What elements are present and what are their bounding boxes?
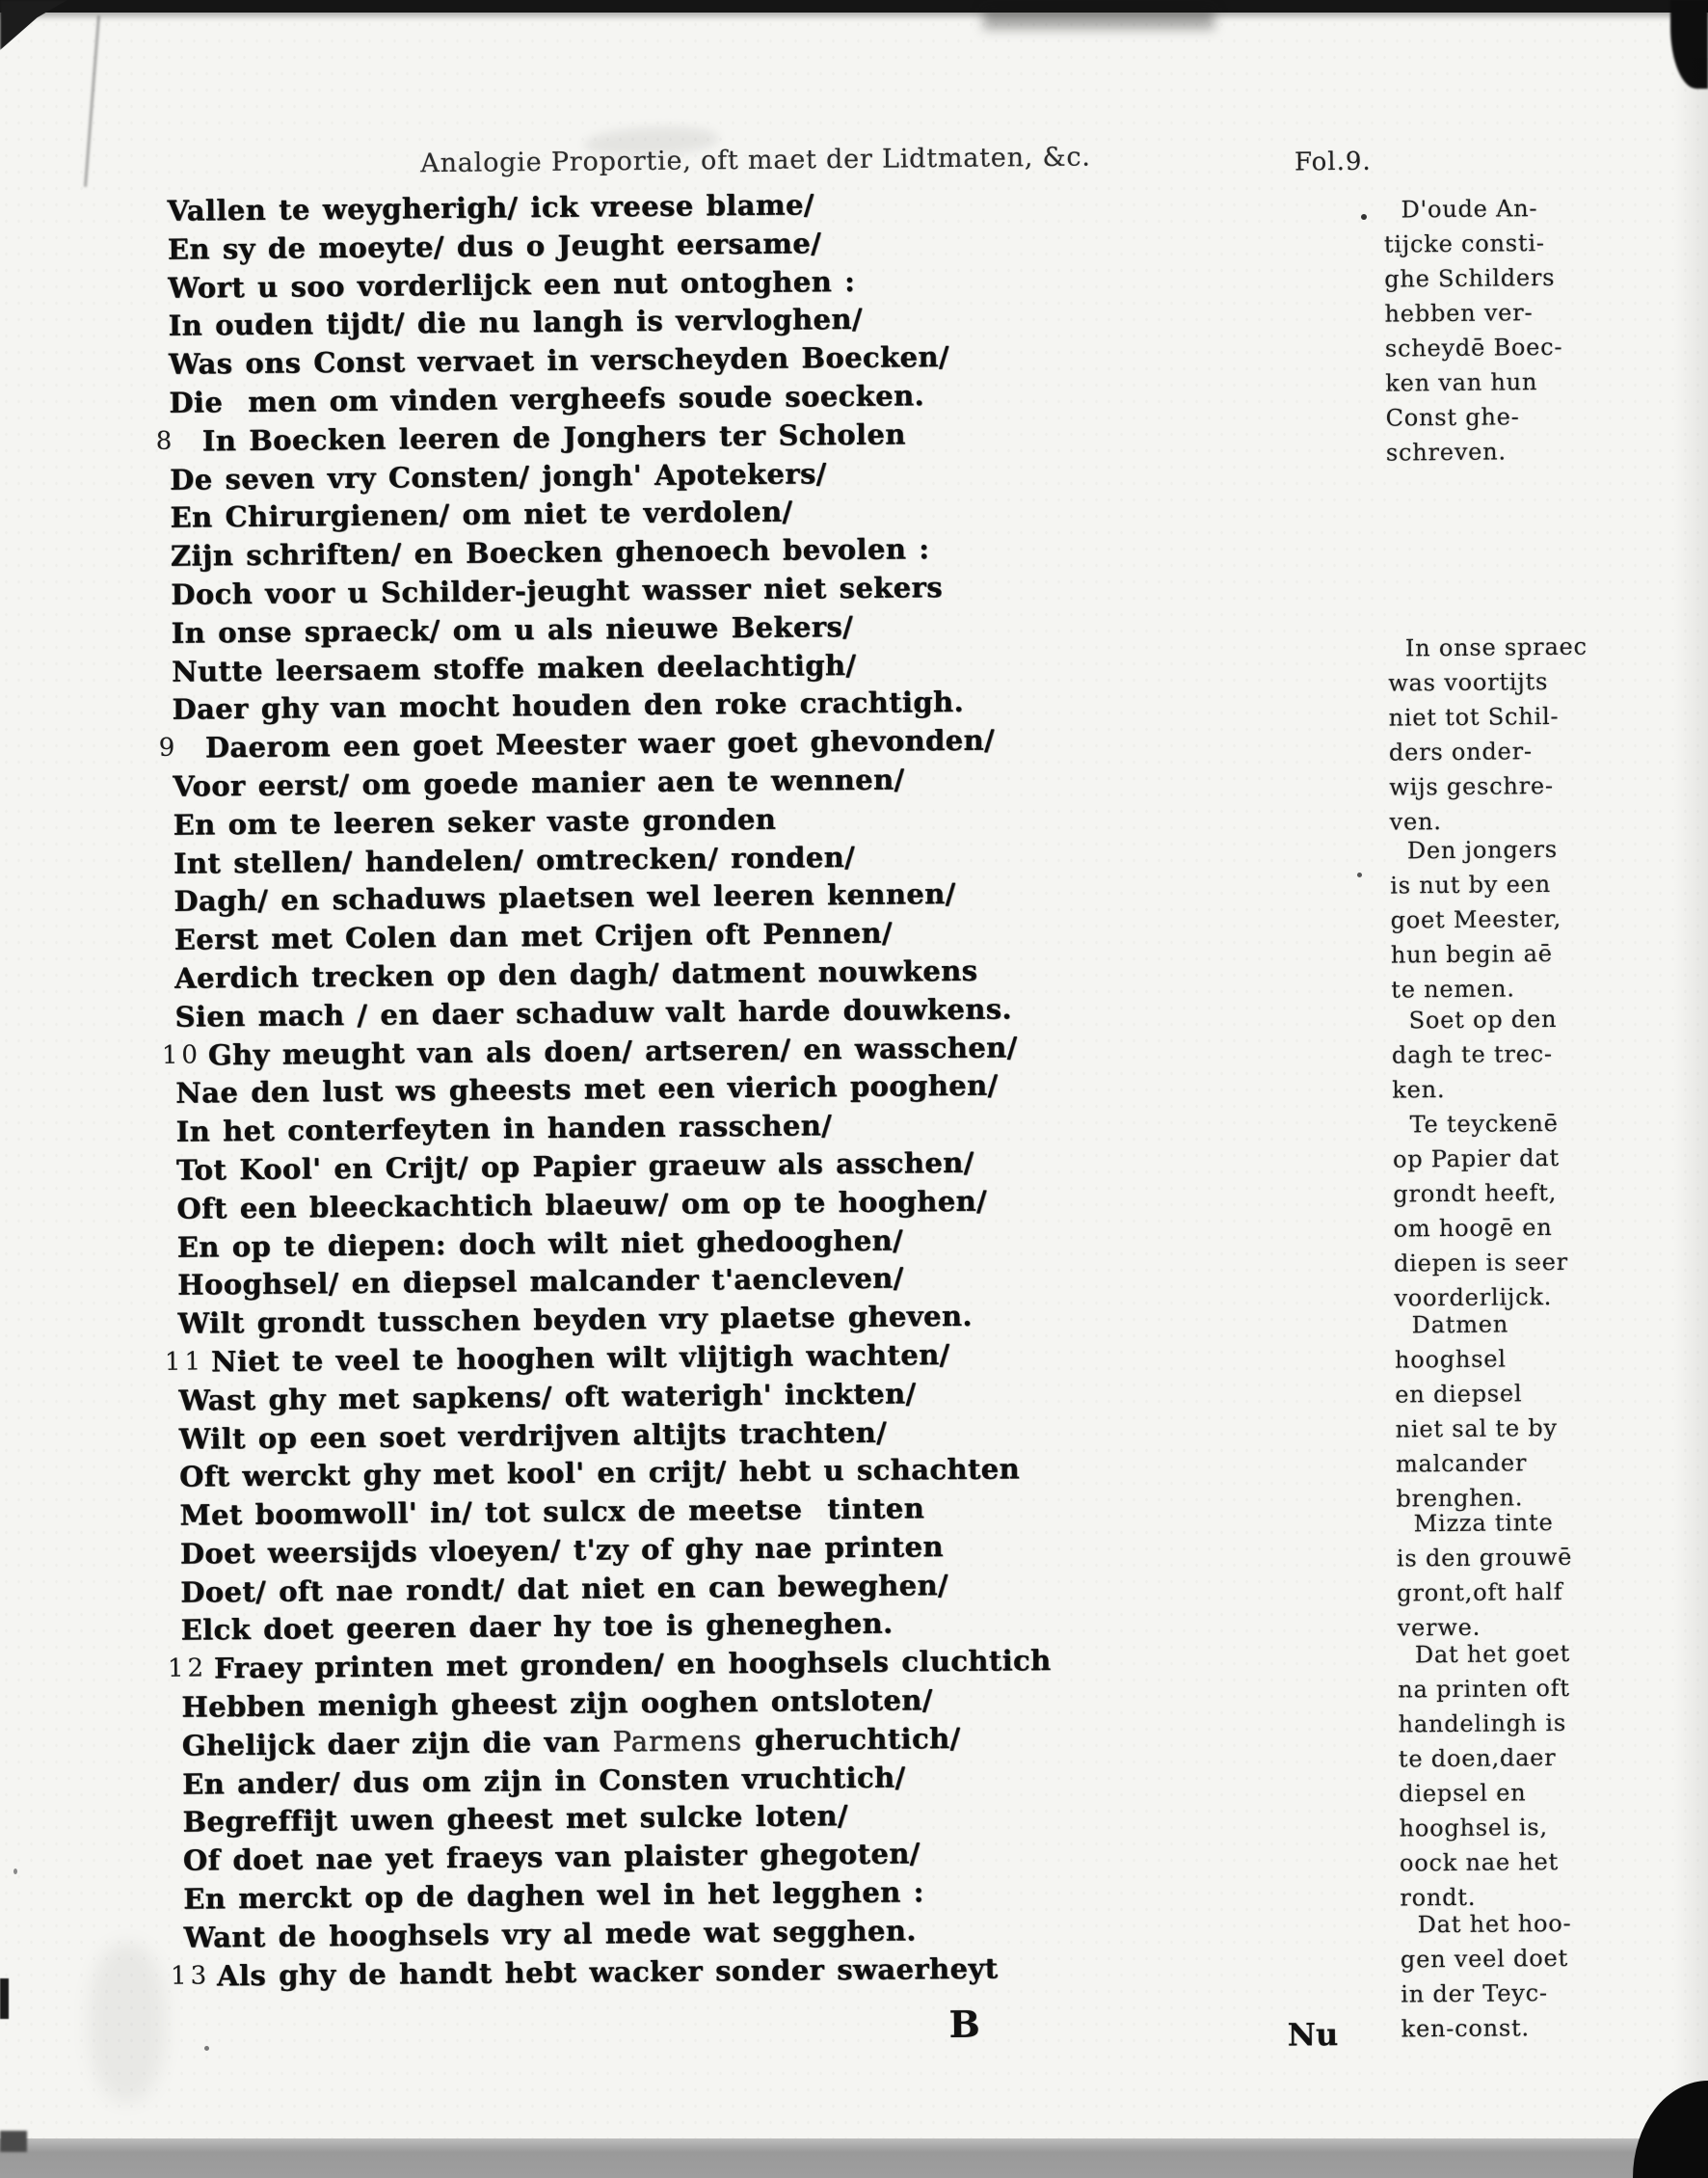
poem-line-text: En op te diepen: doch wilt niet ghedooghen/ — [176, 1223, 904, 1264]
poem-line-text: Daerom een goet Meester waer goet ghevonden/ — [204, 723, 996, 765]
poem-line-text: Sien mach / en daer schaduw valt harde douwkens. — [174, 992, 1013, 1034]
poem-line-text: Zijn schriften/ en Boecken ghenoech bevolen : — [170, 532, 930, 573]
poem-line-text: Doch voor u Schilder-jeught wasser niet sekers — [171, 571, 944, 611]
scan-artifact-speck-2 — [13, 1869, 17, 1874]
poem-line-text: Fraey printen met gronden/ en hooghsels cluchtich — [213, 1644, 1052, 1685]
poem-line-text: Voor eerst/ om goede manier aen te wennen/ — [173, 763, 905, 803]
signature-mark: B — [948, 2002, 980, 2047]
poem-line-text: Elck doet geeren daer hy toe is gheneghen. — [180, 1607, 894, 1648]
scan-artifact-bottom-left-step — [0, 2131, 27, 2152]
poem-line-text: Nutte leersaem stoffe maken deelachtigh/ — [171, 648, 857, 688]
poem-line-text: De seven vry Consten/ jongh' Apotekers/ — [170, 456, 827, 497]
poem-line-text: Wilt grondt tusschen beyden vry plaetse gheven. — [177, 1299, 974, 1340]
poem-line-text: In onse spraeck/ om u als nieuwe Bekers/ — [171, 609, 854, 650]
poem-line-text: Als ghy de handt hebt wacker sonder swaerheyt — [216, 1951, 999, 1992]
poem-line-text: Oft werckt ghy met kool' en crijt/ hebt u schachten — [178, 1452, 1021, 1493]
folio-number: Fol.9. — [1294, 147, 1372, 177]
catchword: Nu — [1287, 2016, 1339, 2054]
scan-artifact-bottom-strip — [0, 2138, 1708, 2178]
margin-note: Soet op den dagh te trec- ken. — [1391, 1005, 1558, 1104]
scan-artifact-right-edge-shadow — [1673, 58, 1708, 2102]
poem-line-text: Begreffijt uwen gheest met sulcke loten/ — [182, 1799, 849, 1840]
stanza-number: 10 — [161, 1039, 202, 1070]
poem-line-text: In Boecken leeren de Jonghers ter Scholen — [201, 417, 906, 458]
stanza-number: 8 — [155, 426, 176, 456]
poem-line-text: Want de hooghsels vry al mede wat segghen. — [183, 1914, 917, 1954]
poem-line-text: Ghy meught van als doen/ artseren/ en wasschen/ — [207, 1030, 1018, 1071]
margin-note: Dat het goet na printen oft handelingh is te doen,daer diepsel en hooghsel is, oock nae het rondt. — [1398, 1639, 1571, 1912]
stanza-number: 9 — [158, 733, 179, 764]
poem-line-text: En ander/ dus om zijn in Consten vruchtich/ — [182, 1761, 906, 1801]
poem-line-text: Vallen te weygherigh/ ick vreese blame/ — [167, 188, 814, 228]
margin-note: In onse spraec was voortijts niet tot Schil- ders onder- wijs geschre- ven. — [1388, 632, 1588, 836]
scan-artifact-speck — [204, 2046, 209, 2051]
stanza-number: 11 — [164, 1347, 205, 1377]
scan-artifact-top-smear — [983, 8, 1214, 29]
poem-line-text: Oft een bleeckachtich blaeuw/ om op te hooghen/ — [176, 1184, 988, 1225]
scan-artifact-ink-dot-2 — [1357, 873, 1362, 877]
margin-note: D'oude An- tijcke consti- ghe Schilders hebben ver- scheydē Boec- ken van hun Const ghe- schreven. — [1383, 195, 1563, 467]
poem-line-text: Tot Kool' en Crijt/ op Papier graeuw als asschen/ — [175, 1145, 974, 1187]
scan-artifact-left-smudge — [89, 1943, 166, 2102]
poem-line-text: Met boomwoll' in/ tot sulcx de meetse tinten — [179, 1492, 925, 1532]
poem-line-text: Hooghsel/ en diepsel malcander t'aencleven/ — [177, 1261, 904, 1303]
poem-line-text: Wast ghy met sapkens/ oft waterigh' inckten/ — [178, 1377, 917, 1417]
poem-line-text: En om te leeren seker vaste gronden — [173, 802, 777, 842]
poem-line — [170, 1949, 1158, 1996]
poem-line-text: Die men om vinden vergheefs soude soecken. — [169, 379, 925, 419]
poem-line-text: Aerdich trecken op den dagh/ datment nouwkens — [173, 954, 978, 995]
poem-line-text: Eerst met Colen dan met Crijen oft Pennen/ — [173, 916, 894, 956]
poem-line-text: Dagh/ en schaduws plaetsen wel leeren kennen/ — [173, 877, 956, 919]
scan-artifact-left-edge-mark — [0, 1978, 9, 2019]
poem-line-text: Niet te veel te hooghen wilt vlijtigh wachten/ — [210, 1337, 950, 1379]
roman-type-word: Parmens — [612, 1723, 743, 1759]
scan-artifact-ink-dot — [1361, 214, 1367, 220]
margin-note: Den jongers is nut by een goet Meester, hun begin aē te nemen. — [1390, 835, 1562, 1004]
poem-line-text: En merckt op de daghen wel in het legghen : — [183, 1875, 924, 1916]
poem-line-text: Nae den lust ws gheests met een vierich pooghen/ — [175, 1068, 999, 1111]
poem-line-text: Wort u soo vorderlijck een nut ontoghen : — [168, 264, 856, 305]
poem-line-text: En sy de moeyte/ dus o Jeught eersame/ — [167, 227, 822, 266]
stanza-number: 13 — [170, 1961, 211, 1991]
poem-line-text: Daer ghy van mocht houden den roke crachtigh. — [172, 686, 965, 727]
poem-line-text: En Chirurgienen/ om niet te verdolen/ — [170, 495, 793, 535]
poem-line-text: Hebben menigh gheest zijn ooghen ontsloten/ — [181, 1683, 933, 1724]
margin-note: Te teyckenē op Papier dat grondt heeft, om hoogē en diepen is seer voorderlijck. — [1392, 1109, 1569, 1312]
poem-line-text: Was ons Const vervaet in verscheyden Boecken/ — [168, 340, 950, 381]
running-title: Analogie Proportie, oft maet der Lidtmaten, &c. — [420, 142, 1091, 179]
poem-line-text: Doet weersijds vloeyen/ t'zy of ghy nae printen — [179, 1529, 945, 1571]
poem-line-text: In het conterfeyten in handen rasschen/ — [175, 1109, 833, 1148]
poem-line-text: Doet/ oft nae rondt/ dat niet en can beweghen/ — [180, 1568, 949, 1609]
stanza-number: 12 — [167, 1654, 208, 1684]
poem-line-text: Ghelijck daer zijn die van — [181, 1725, 613, 1762]
poem-line-text: gheruchtich/ — [741, 1721, 961, 1757]
poem-line-text: Int stellen/ handelen/ omtrecken/ ronden/ — [173, 840, 856, 880]
scan-artifact-top-edge — [0, 0, 1708, 13]
margin-note: Mizza tinte is den grouwē gront,oft half verwe. — [1396, 1509, 1573, 1642]
margin-note: Datmen hooghsel en diepsel niet sal te by malcander brenghen. — [1394, 1310, 1558, 1513]
margin-note: Dat het hoo- gen veel doet in der Teyc- ken-const. — [1400, 1909, 1572, 2043]
poem-line-text: In ouden tijdt/ die nu langh is vervloghen/ — [168, 303, 864, 343]
poem-line-text: Of doet nae yet fraeys van plaister ghegoten/ — [182, 1837, 921, 1877]
poem-line-text: Wilt op een soet verdrijven altijts trachten/ — [178, 1415, 888, 1456]
poem — [155, 183, 1158, 1996]
